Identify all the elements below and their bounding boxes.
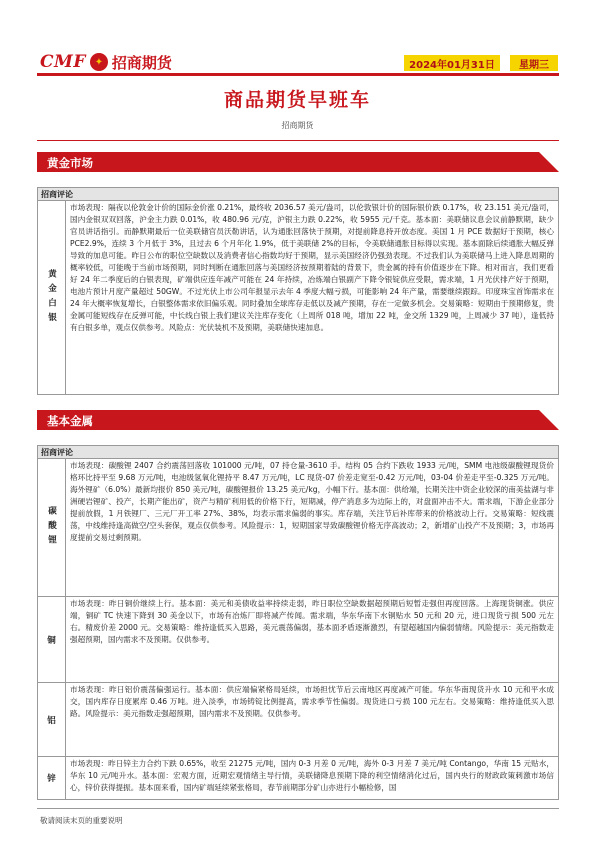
row-text: 市场表现：昨日铝价震荡偏强运行。基本面：供应端偏紧格局延续，市场担忧节后云南地区再度减产可能。华东华南现货升水 10 元和平水成交，国内库存日度累库 0.46 万吨。进入淡季，市场铸锭比例提高，需求季节性偏弱。现货进口亏损 100 元左右。交易策略：维持逢低买入思路。风险提示：美元指数走强超预期，国内需求不及预期。仅供参考。: [70, 685, 554, 718]
logo-cmf-text: CMF: [40, 52, 86, 72]
report-weekday: 星期三: [510, 55, 558, 71]
row-text: 市场表现：隔夜以伦敦金计价的国际金价涨 0.21%，最终收 2036.57 美元/盎司，以伦敦银计价的国际银价跌 0.17%，收 23.151 美元/盎司，国内金银双双回落，沪金主力跌 0.01%，收 480.96 元/克，沪银主力跌 0.22%，收 5955 元/千克。基本面：美联储议息会议前静默期，缺少官员讲话指引。而静默期最后一位美联储官员沃勒讲话，认为通胀回落快于预期，对提前降息持开放态度。美国 1 月 PCE 数据好于预期，核心 PCE2.9%，连续 3 个月低于 3%，且过去 6 个月年化 1.9%，低于美联储 2%的目标，令美联储通胀目标得以实现。基本面除后续通胀大幅反弹导致的加息可能。昨日公布的职位空缺数以及消费者信心指数均好于预期，显示美国经济仍强劲表现。不过我们认为美联储马上进入降息周期的概率较低，可能晚于当前市场预期，同时判断在通胀回落与美国经济按预期着陆的背景下，贵金属的持有价值逐步在下降。相对而言，我们更看好 24 年二季度后的白银表现，矿端供应连年减产可能在 24 年持续，冶炼端白银副产下降令银锭供应受限，需求端，1 月光伏排产好于预期，电池片预计月度产量超过 50GW。不过光伏上市公司年报显示去年 4 季度大幅亏损，可能影响 24 年产量，需要继续跟踪。印度珠宝首饰需求在 24 年大概率恢复增长，白银整体需求依旧偏乐观。同时叠加全球库存走低以及减产预期，存在一定做多机会。交易策略：短期由于预期修复，贵金属可能短线存在反弹可能，中长线白银上我们建议关注库存变化（上周所 018 吨，增加 22 吨，金交所 1329 吨，上周减少 37 吨），逢低持有白银多单，观点仅供参考。风险点：光伏装机不及预期，美联储快速加息。: [70, 203, 554, 332]
row-label: 锌: [38, 757, 66, 799]
report-date: 2024年01月31日: [404, 55, 500, 71]
row-label: 铜: [38, 597, 66, 682]
section-corner: [539, 152, 559, 172]
footer-disclaimer: 敬请阅读末页的重要说明: [40, 816, 123, 825]
row-label: 碳酸锂: [38, 459, 66, 596]
section-header-gold: [37, 152, 559, 172]
section-title-gold: 黄金市场: [47, 156, 93, 170]
table-header: 招商评论: [38, 188, 558, 201]
table-header: 招商评论: [38, 446, 558, 459]
row-label: 黄金白银: [38, 201, 66, 394]
table-row: [38, 683, 558, 757]
logo-emblem-icon: ✦: [90, 53, 108, 71]
row-text: 市场表现：碳酸锂 2407 合约震荡回落收 101000 元/吨，07 持仓量-3610 手。结构 05 合约下跌收 1933 元/吨，SMM 电池级碳酸锂现货价格环比持平至 9.68 万元/吨，电池级氢氧化锂持平 8.47 万元/吨，LC 现货-07 价差走宽至-0.42 万元/吨，03-04 价差走平至-0.325 万元/吨。海外锂矿（6.0%）最新均报价 850 美元/吨，碳酸锂报价 13.25 美元/kg，小幅下行。基本面：供给端，长期关注中资企业较深的南美盐湖与非洲硬岩锂矿、投产，长期产能出矿，资产与精矿利用低的价格下行，短期减，停产消息多为边际上的，对盘面冲击不大。需求端，下游企业部分提前放假，1 月铁锂厂、三元厂开工率 27%、38%，均表示需求偏弱的事实。库存端，关注节后补库带来的价格波动上行。交易策略：短线震荡，中线维持逢高做空/空头套保，观点仅供参考。风险提示：1，短期国家导致碳酸锂价格无序高波动；2，新增矿山投产不及预期；3，市场再度提前交易过剩预期。: [70, 461, 554, 542]
section-title-base-metals: 基本金属: [47, 414, 93, 428]
table-row: [38, 459, 558, 597]
logo-cn-text: 招商期货: [111, 53, 172, 72]
page-subtitle: 招商期货: [281, 121, 314, 130]
table-row: [38, 757, 558, 799]
page-title: 商品期货早班车: [223, 89, 371, 111]
section-corner: [539, 410, 559, 430]
base-metals-commentary-table: [37, 445, 559, 800]
section-header-base-metals: [37, 410, 559, 430]
gold-commentary-table: [37, 187, 559, 395]
table-row: [38, 201, 558, 394]
footer-divider: [37, 808, 559, 809]
company-logo: [40, 50, 172, 74]
header-divider: [37, 73, 559, 76]
row-text: 市场表现：昨日铜价继续上行。基本面：美元和美债收益率持续走弱，昨日职位空缺数据超预期后短暂走强但再度回落。上海现货铜涨。供应端，铜矿 TC 快速下降到 30 美金以下，市场有冶炼厂即将减产传闻。需求端，华东华南下水铜贴水 50 元和 20 元，进口现货亏损 500 元左右。精废价差 2000 元。交易策略：维持逢低买入思路，美元震荡偏弱，基本面矛盾逐渐激烈，有望超越国内偏弱情绪。风险提示：美元指数走强超预期，国内需求不及预期。仅供参考。: [70, 599, 554, 644]
row-label: 铝: [38, 683, 66, 756]
title-divider: [37, 140, 559, 141]
row-text: 市场表现：昨日锌主力合约下跌 0.65%，收至 21275 元/吨，国内 0-3 月差 0 元/吨，海外 0-3 月差 7 美元/吨 Contango，华南 15 元贴水，华东 10 元/吨升水。基本面：宏观方面，近期宏观情绪主导行情，美联储降息预期下降的利空情绪消化过后，国内央行的财政政策刺激市场信心，锌价获得提振。基本面来看，国内矿端延续紧张格局，春节前期部分矿山亦进行小幅检修，国: [70, 759, 554, 792]
table-row: [38, 597, 558, 683]
